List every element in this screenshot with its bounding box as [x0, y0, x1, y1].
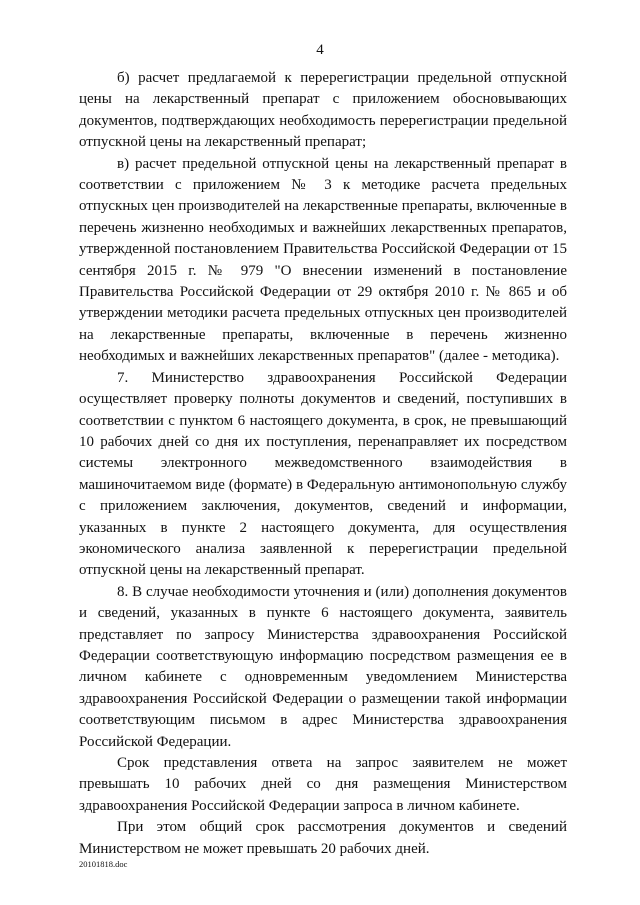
page-number: 4	[316, 42, 324, 58]
document-body	[79, 68, 567, 860]
paragraph-total-term: При этом общий срок рассмотрения документов и сведений Министерством не может превышать 20 рабочих дней.	[79, 819, 567, 857]
paragraph-7: 7. Министерство здравоохранения Российской Федерации осуществляет проверку полноты документов и сведений, поступивших в соответствии с пунктом 6 настоящего документа, в срок, не превышающий 10 рабочих дней со дня их поступления, перенаправляет их посредством системы электронного межведомственного взаимодействия в машиночитаемом виде (формате) в Федеральную антимонопольную службу с приложением заключения, документов, сведений и информации, указанных в пункте 2 настоящего документа, для осуществления экономического анализа заявленной к перерегистрации предельной отпускной цены на лекарственный препарат.	[79, 369, 567, 579]
footer-filename: 20101818.doc	[79, 859, 128, 869]
paragraph-b: б) расчет предлагаемой к перерегистрации предельной отпускной цены на лекарственный препарат с приложением обосновывающих документов, подтверждающих необходимость перерегистрации предельной отпускной цены на лекарственный препарат;	[79, 70, 567, 151]
paragraph-8: 8. В случае необходимости уточнения и (или) дополнения документов и сведений, указанных в пункте 6 настоящего документа, заявитель представляет по запросу Министерства здравоохранения Российской Федерации соответствующую информацию посредством размещения ее в личном кабинете с одновременным уведомлением Министерства здравоохранения Российской Федерации о размещении такой информации соответствующим письмом в адрес Министерства здравоохранения Российской Федерации.	[79, 583, 567, 750]
paragraph-v: в) расчет предельной отпускной цены на лекарственный препарат в соответствии с приложением № 3 к методике расчета предельных отпускных цен производителей на лекарственные препараты, включенные в перечень жизненно необходимых и важнейших лекарственных препаратов, утвержденной постановлением Правительства Российской Федерации от 15 сентября 2015 г. № 979 "О внесении изменений в постановление Правительства Российской Федерации от 29 октября 2010 г. № 865 и об утверждении методики расчета предельных отпускных цен производителей на лекарственные препараты, включенные в перечень жизненно необходимых и важнейших лекарственных препаратов" (далее - методика).	[79, 155, 567, 365]
paragraph-response-term: Срок представления ответа на запрос заявителем не может превышать 10 рабочих дней со дня размещения Министерством здравоохранения Российской Федерации запроса в личном кабинете.	[79, 755, 567, 814]
